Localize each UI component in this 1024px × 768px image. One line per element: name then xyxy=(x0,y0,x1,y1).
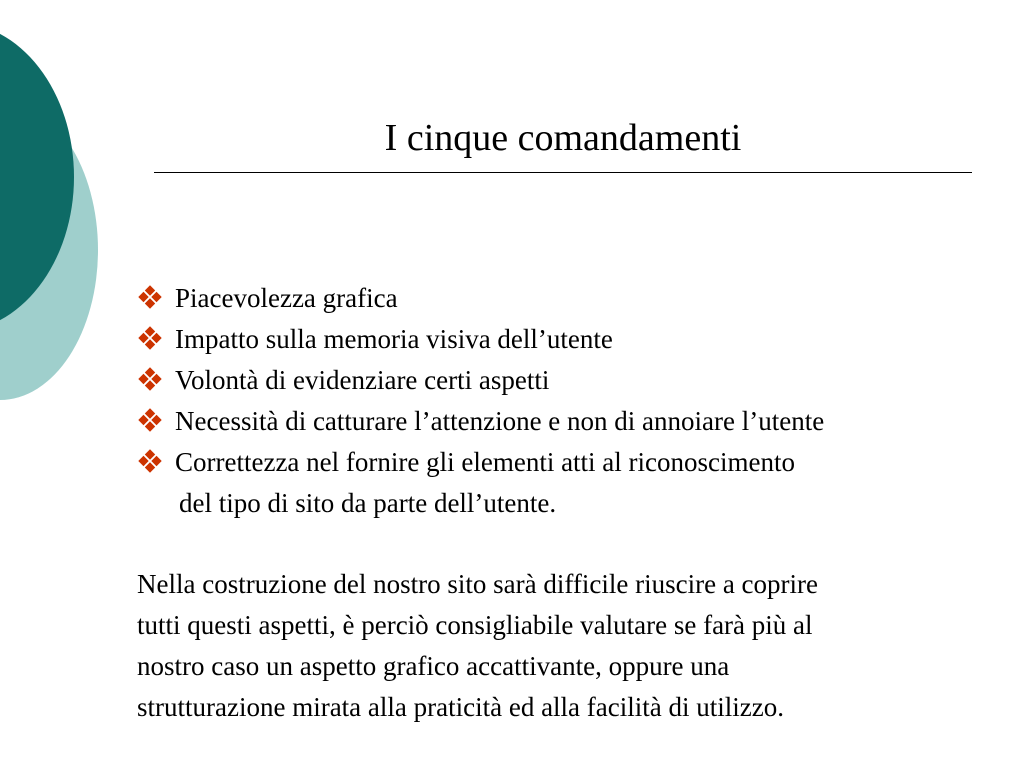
bullet-text: Volontà di evidenziare certi aspetti xyxy=(175,365,550,395)
four-diamond-bullet-icon xyxy=(137,407,163,433)
bullet-text: Piacevolezza grafica xyxy=(175,283,398,313)
bullet-item xyxy=(137,401,824,442)
bullet-item xyxy=(137,278,824,319)
paragraph-line: tutti questi aspetti, è perciò consigliabile valutare se farà più al xyxy=(137,610,813,640)
paragraph-line: strutturazione mirata alla praticità ed alla facilità di utilizzo. xyxy=(137,692,784,722)
bullet-text: Necessità di catturare l’attenzione e non di annoiare l’utente xyxy=(175,406,825,436)
four-diamond-bullet-icon xyxy=(137,325,163,351)
bullet-text-continuation: del tipo di sito da parte dell’utente. xyxy=(179,488,557,518)
bullet-list xyxy=(137,278,824,524)
slide-title: I cinque comandamenti xyxy=(384,117,742,159)
four-diamond-bullet-icon xyxy=(137,366,163,392)
paragraph-line: nostro caso un aspetto grafico accattivante, oppure una xyxy=(137,651,730,681)
body-paragraph xyxy=(137,564,1017,728)
paragraph-line: Nella costruzione del nostro sito sarà difficile riuscire a coprire xyxy=(137,569,818,599)
four-diamond-bullet-icon xyxy=(137,284,163,310)
four-diamond-bullet-icon xyxy=(137,448,163,474)
bullet-item xyxy=(137,442,824,524)
title-divider xyxy=(154,172,972,173)
bullet-text: Impatto sulla memoria visiva dell’utente xyxy=(175,324,613,354)
bullet-item xyxy=(137,319,824,360)
bullet-item xyxy=(137,360,824,401)
bullet-text: Correttezza nel fornire gli elementi atti al riconoscimento xyxy=(175,447,795,477)
